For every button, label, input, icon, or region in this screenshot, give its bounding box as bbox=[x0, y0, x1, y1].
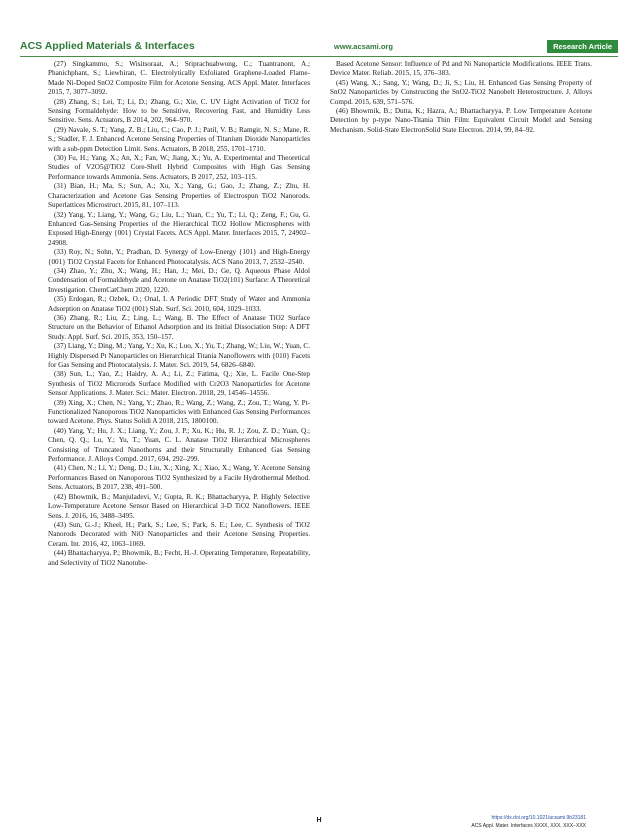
reference-entry: (27) Singkammo, S.; Wisitsoraat, A.; Sriprachuabwong, C.; Tuantranont, A.; Phanichphant, S.; Liewhiran, C. Electrolytically Exfoliated Graphene-Loaded Flame-Made Ni-Doped SnO2 Composite Film for Acetone Sensing. ACS Appl. Mater. Interfaces 2015, 7, 3077–3092. bbox=[48, 60, 310, 97]
page-number: H bbox=[316, 817, 322, 824]
journal-site-link[interactable]: www.acsami.org bbox=[334, 42, 393, 51]
reference-entry: (46) Bhowmik, B.; Dutta, K.; Hazra, A.; Bhattacharyya, P. Low Temperature Acetone Detection by p-type Nano-Titania Thin Film: Equivalent Circuit Model and Sensing Mechanism. Solid-State ElectronSolid State Electron. 2014, 99, 84–92. bbox=[330, 107, 592, 134]
doi-link[interactable]: https://dx.doi.org/10.1021/acsami.9b23181 bbox=[491, 815, 586, 821]
reference-entry: Based Acetone Sensor: Influence of Pd and Ni Nanoparticle Modifications. IEEE Trans. Device Mater. Reliab. 2015, 15, 376–383. bbox=[330, 60, 592, 78]
reference-entry: (33) Roy, N.; Sohn, Y.; Pradhan, D. Synergy of Low-Energy {101} and High-Energy {001} TiO2 Crystal Facets for Enhanced Photocatalysis. ACS Nano 2013, 7, 2532–2540. bbox=[48, 248, 310, 266]
reference-entry: (29) Navale, S. T.; Yang, Z. B.; Liu, C.; Cao, P. J.; Patil, V. B.; Ramgir, N. S.; Mane, R. S.; Stadler, F. J. Enhanced Acetone Sensing Properties of Titanium Dioxide Nanoparticles with a sub-ppm Detection Limit. Sens. Actuators, B 2018, 255, 1701–1710. bbox=[48, 125, 310, 153]
article-type-badge: Research Article bbox=[547, 40, 618, 53]
reference-entry: (44) Bhattacharyya, P.; Bhowmik, B.; Fecht, H.-J. Operating Temperature, Repeatability, and Selectivity of TiO2 Nanotube- bbox=[48, 549, 310, 567]
reference-entry: (38) Sun, L.; Yao, Z.; Haidry, A. A.; Li, Z.; Fatima, Q.; Xie, L. Facile One-Step Synthesis of TiO2 Microrods Surface Modified with Cr2O3 Nanoparticles for Acetone Sensor Applications. J. Mater. Sci.: Mater. Electron. 2018, 29, 14546–14556. bbox=[48, 370, 310, 398]
reference-entry: (31) Bian, H.; Ma, S.; Sun, A.; Xu, X.; Yang, G.; Gao, J.; Zhang, Z.; Zhu, H. Characterization and Acetone Gas Sensing Properties of Electrospun TiO2 Nanorods. Superlattices Microstruct. 2015, 81, 107–113. bbox=[48, 182, 310, 210]
reference-entry: (43) Sun, G.-J.; Kheel, H.; Park, S.; Lee, S.; Park, S. E.; Lee, C. Synthesis of TiO2 Nanorods Decorated with NiO Nanoparticles and their Acetone Sensing Properties. Ceram. Int. 2016, 42, 1063–1069. bbox=[48, 520, 310, 548]
references-right-column bbox=[330, 60, 592, 135]
reference-entry: (30) Fu, H.; Yang, X.; An, X.; Fan, W.; Jiang, X.; Yu, A. Experimental and Theoretical Studies of V2O5@TiO2 Core-Shell Hybrid Composites with High Gas Sensing Performance towards Ammonia. Sens. Actuators, B 2017, 252, 103–115. bbox=[48, 154, 310, 181]
page-header bbox=[20, 40, 618, 56]
reference-entry: (32) Yang, Y.; Liang, Y.; Wang, G.; Liu, L.; Yuan, C.; Yu, T.; Li, Q.; Zeng, F.; Gu, G. Enhanced Gas-Sensing Properties of the Hierarchical TiO2 Hollow Microspheres with Exposed High-Energy {001} Crystal Facets. ACS Appl. Mater. Interfaces 2015, 7, 24902–24908. bbox=[48, 210, 310, 247]
reference-entry: (36) Zhang, R.; Liu, Z.; Ling, L.; Wang, B. The Effect of Anatase TiO2 Surface Structure on the Behavior of Ethanol Adsorption and its Initial Dissociation Step: A DFT Study. Appl. Surf. Sci. 2015, 353, 150–157. bbox=[48, 313, 310, 341]
journal-title: ACS Applied Materials & Interfaces bbox=[20, 40, 195, 52]
references-left-column bbox=[48, 60, 310, 568]
journal-citation: ACS Appl. Mater. Interfaces XXXX, XXX, XXX−XXX bbox=[471, 823, 586, 829]
reference-entry: (41) Chen, N.; Li, Y.; Deng, D.; Liu, X.; Xing, X.; Xiao, X.; Wang, Y. Acetone Sensing Performances Based on Nanoporous TiO2 Synthesized by a Facile Hydrothermal Method. Sens. Actuators, B 2017, 238, 491–500. bbox=[48, 464, 310, 492]
reference-entry: (42) Bhowmik, B.; Manjuladevi, V.; Gupta, R. K.; Bhattacharyya, P. Highly Selective Low-Temperature Acetone Sensor Based on Hierarchical 3-D TiO2 Nanoflowers. IEEE Sens. J. 2016, 16, 3488–3495. bbox=[48, 492, 310, 520]
reference-entry: (40) Yang, Y.; Hu, J. X.; Liang, Y.; Zou, J. P.; Xu, K.; Hu, R. J.; Zou, Z. D.; Yuan, Q.; Chen, Q. Q.; Lu, Y.; Yu, T.; Yuan, C. L. Anatase TiO2 Hierarchical Microspheres Consisting of Truncated Nanothorns and their Structurally Enhanced Gas Sensing Performance. J. Alloys Compd. 2017, 694, 292–299. bbox=[48, 426, 310, 464]
reference-entry: (37) Liang, Y.; Ding, M.; Yang, Y.; Xu, K.; Luo, X.; Yu, T.; Zhang, W.; Liu, W.; Yuan, C. Highly Dispersed Pt Nanoparticles on Hierarchical Titania Nanoflowers with {010} Facets for Gas Sensing and Photocatalysis. J. Mater. Sci. 2019, 54, 6826–6840. bbox=[48, 342, 310, 369]
reference-entry: (35) Erdogan, R.; Ozbek, O.; Onal, I. A Periodic DFT Study of Water and Ammonia Adsorption on Anatase TiO2 (001) Slab. Surf. Sci. 2010, 604, 1029–1033. bbox=[48, 295, 310, 313]
reference-entry: (28) Zhang, S.; Lei, T.; Li, D.; Zhang, G.; Xie, C. UV Light Activation of TiO2 for Sensing Formaldehyde: How to be Sensitive, Recovering Fast, and Humidity Less Sensitive. Sens. Actuators, B 2014, 202, 964–970. bbox=[48, 97, 310, 125]
reference-entry: (39) Xing, X.; Chen, N.; Yang, Y.; Zhao, R.; Wang, Z.; Wang, Z.; Zou, T.; Wang, Y. Pt-Functionalized Nanoporous TiO2 Nanoparticles with Enhanced Gas Sensing Performances toward Acetone. Phys. Status Solidi A 2018, 215, 1800100. bbox=[48, 398, 310, 426]
reference-entry: (45) Wang, X.; Sang, Y.; Wang, D.; Ji, S.; Liu, H. Enhanced Gas Sensing Property of SnO2 Nanoparticles by Constructing the SnO2-TiO2 Nanobelt Heterostructure. J. Alloys Compd. 2015, 639, 571–576. bbox=[330, 78, 592, 106]
reference-entry: (34) Zhao, Y.; Zhu, X.; Wang, H.; Han, J.; Mei, D.; Ge, Q. Aqueous Phase Aldol Condensation of Formaldehyde and Acetone on Anatase TiO2(101) Surface: A Theoretical Investigation. ChemCatChem 2020, 1220. bbox=[48, 266, 310, 294]
header-rule bbox=[20, 56, 618, 57]
